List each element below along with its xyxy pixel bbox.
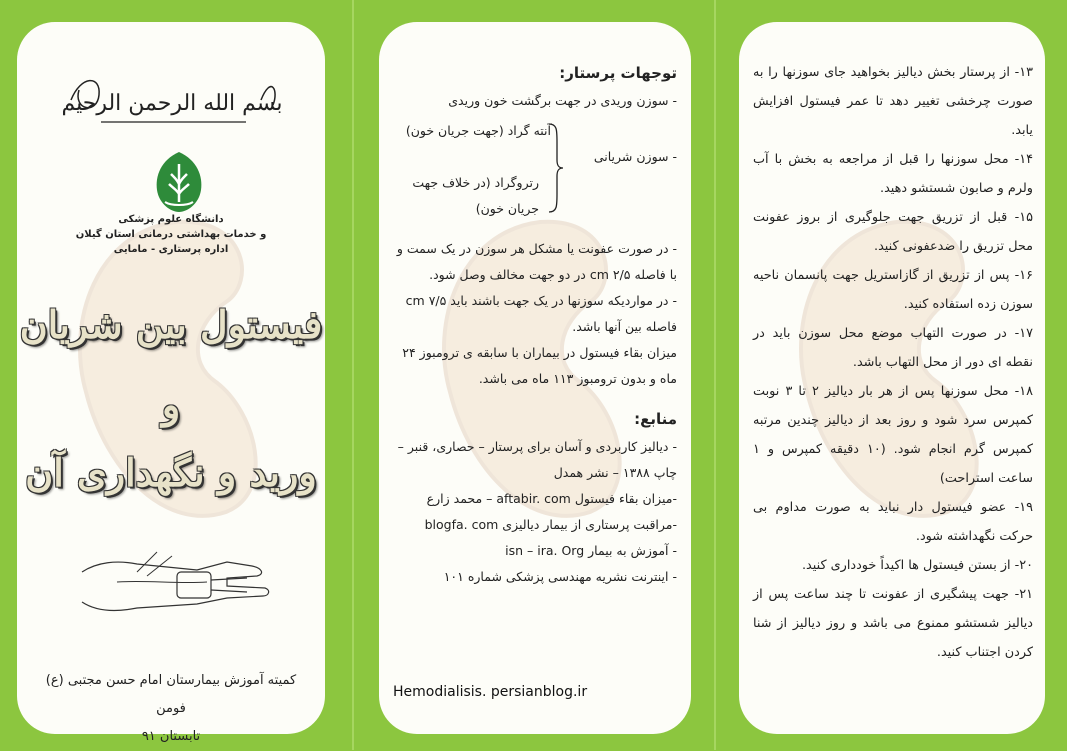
nursing-notes-panel (379, 22, 691, 734)
care-instructions-panel (739, 22, 1045, 734)
committee-block (37, 667, 305, 751)
org-line: و خدمات بهداشتی درمانی استان گیلان (75, 229, 267, 240)
committee-name: کمیته آموزش بیمارستان امام حسن مجتبی (ع) فومن (45, 673, 297, 716)
instruction-item: ۱۷- در صورت التهاب موضع محل سوزن باید در نقطه ای دور از محل التهاب باشد. (753, 326, 1033, 370)
hand-fistula-illustration-icon (77, 542, 272, 632)
curly-brace-icon (547, 122, 565, 214)
venous-needle-text: - سوزن وریدی در جهت برگشت خون وریدی (448, 93, 677, 108)
organization-block (37, 212, 305, 257)
instruction-item: ۲۱- جهت پیشگیری از عفونت تا چند ساعت پس از دیالیز شستشو ممنوع می باشد و روز دیالیز از شنا کردن اجتناب کنید. (753, 587, 1033, 660)
paragraph: - در مواردیکه سوزنها در یک جهت باشند باید ۷/۵ cm فاصله بین آنها باشد. (405, 293, 677, 334)
instruction-item: ۱۳- از پرستار بخش دیالیز بخواهید جای سوزنها را به صورت چرخشی تغییر دهد تا عمر فیستول افزایش یابد. (753, 65, 1033, 138)
instruction-item: ۱۵- قبل از تزریق جهت جلوگیری از بروز عفونت محل تزریق را ضدعفونی کنید. (753, 210, 1033, 254)
reference-item: -میزان بقاء فیستول aftabir. com – محمد زارع (426, 491, 677, 506)
retrograde-label: رتروگراد (در خلاف جهت جریان خون) (412, 175, 539, 216)
title-line: فیستول بین شریان (19, 302, 323, 347)
basmala-calligraphy-icon (61, 70, 283, 134)
title-line: و (161, 382, 181, 427)
title-line: ورید و نگهداری آن (25, 450, 317, 495)
references-heading: منابع: (634, 410, 677, 428)
care-instructions-list (753, 58, 1033, 667)
paragraph: - در صورت عفونت یا مشکل هر سوزن در یک سمت و با فاصله ۲/۵ cm در دو جهت مخالف وصل شود. (396, 241, 677, 282)
instruction-item: ۱۹- عضو فیستول دار نباید به صورت مداوم بی حرکت نگهداشته شود. (753, 500, 1033, 544)
instruction-item: ۲۰- از بستن فیستول ها اکیداً خودداری کنید. (801, 558, 1033, 573)
nursing-notes-heading: توجهات پرستار: (559, 64, 677, 82)
arterial-needle-text: - سوزن شریانی (593, 149, 677, 164)
reference-item: - دیالیز کاربردی و آسان برای پرستار – حصاری، قنبر – چاپ ۱۳۸۸ – نشر همدل (397, 439, 677, 480)
paragraph: میزان بقاء فیستول در بیماران با سابقه ی ترومبوز ۲۴ ماه و بدون ترومبوز ۱۱۳ ماه می باشد. (402, 345, 677, 386)
org-line: اداره پرستاری - مامایی (113, 244, 229, 255)
fold-line (714, 0, 716, 750)
references-block (395, 406, 677, 590)
website-url: Hemodialisis. persianblog.ir (393, 684, 588, 700)
arterial-needle-branch (395, 114, 677, 222)
publish-date: تابستان ۹۱ (141, 729, 201, 744)
instruction-item: ۱۸- محل سوزنها پس از هر بار دیالیز ۲ تا ۳ نوبت کمپرس سرد شود و روز بعد از دیالیز چندین مرتبه کمپرس گرم انجام شود. (۱۰ دقیقه کمپرس و ۱ ساعت استراحت) (753, 384, 1033, 486)
instruction-item: ۱۴- محل سوزنها را قبل از مراجعه به بخش با آب ولرم و صابون شستشو دهید. (753, 152, 1033, 196)
reference-item: -مراقبت پرستاری از بیمار دیالیزی blogfa. com (424, 517, 677, 532)
nursing-notes-content (395, 60, 677, 590)
org-line: دانشگاه علوم پزشکی (118, 214, 224, 225)
cover-panel (17, 22, 325, 744)
basmala-text: بسم الله الرحمن الرحیم (61, 91, 283, 116)
university-emblem-icon (151, 150, 207, 214)
reference-item: - اینترنت نشریه مهندسی پزشکی شماره ۱۰۱ (443, 569, 677, 584)
instruction-item: ۱۶- پس از تزریق از گازاستریل جهت پانسمان ناحیه سوزن زده استفاده کنید. (753, 268, 1033, 312)
antegrade-label: آنته گراد (جهت جریان خون) (405, 123, 551, 138)
fold-line (352, 0, 354, 750)
reference-item: - آموزش به بیمار isn – ira. Org (505, 543, 677, 558)
